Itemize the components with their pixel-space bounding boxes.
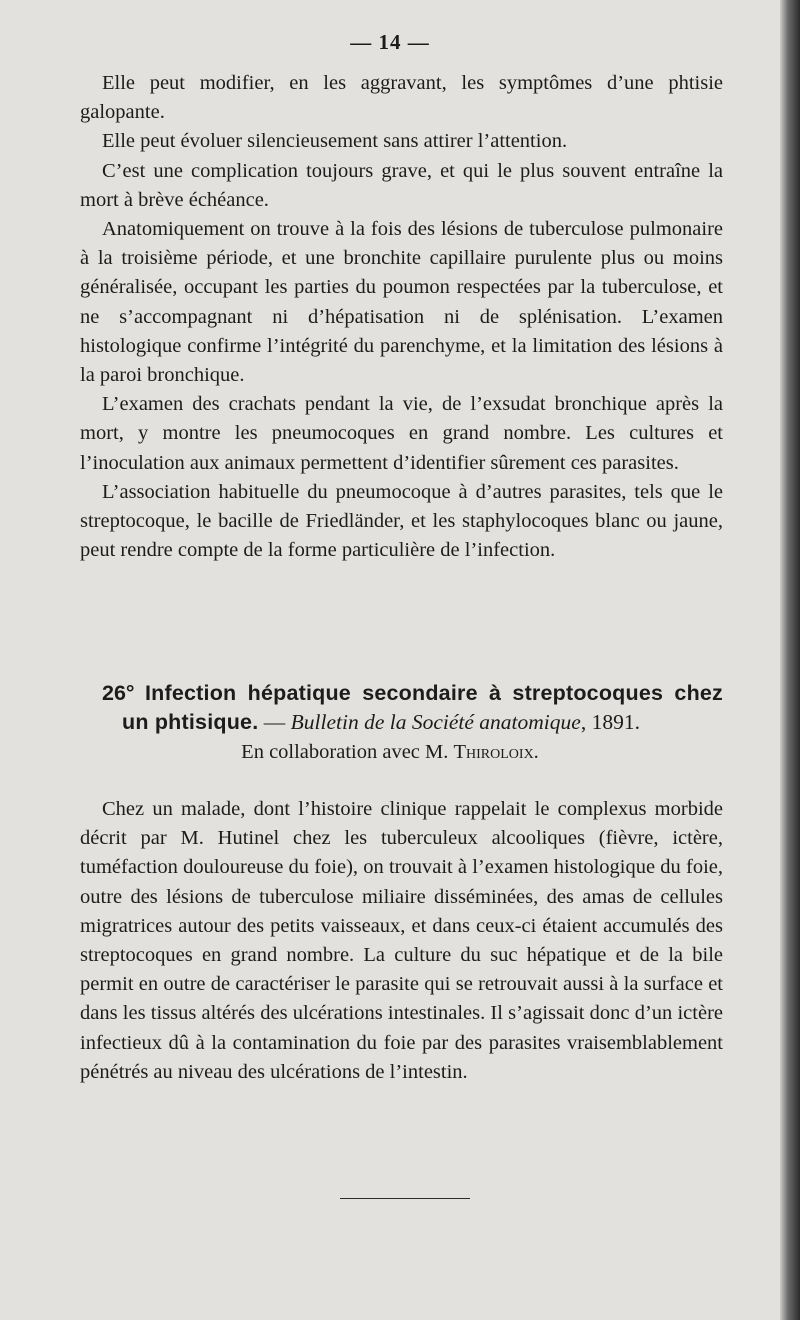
end-rule — [340, 1198, 470, 1199]
collaborator-name: Thiroloix. — [453, 741, 539, 763]
paragraph: Anatomiquement on trouve à la fois des lésions de tuberculose pulmonaire à la troisième période, et une bronchite capillaire purulente plus ou moins généralisée, occupant les parties du poumon respectées par la tuberculose, et ne s’accompagnant ni d’hépatisation ni de splénisation. L’examen histologique confirme l’intégrité du parenchyme, et la limitation des lésions à la paroi bronchique. — [80, 218, 723, 387]
paragraph: C’est une complication toujours grave, et qui le plus souvent entraîne la mort à brève échéance. — [80, 159, 723, 211]
journal-name: Bulletin de la Société anatomique — [290, 710, 581, 734]
collaboration-line — [0, 738, 780, 767]
section-26-title-line2 — [80, 708, 723, 737]
paragraph: L’examen des crachats pendant la vie, de l’exsudat bronchique après la mort, y montre les pneumocoques en grand nombre. Les cultures et l’inoculation aux animaux permettent d’identifier sûrement ces parasites. — [80, 393, 723, 474]
section-title-part1: Infection hépatique secondaire à streptocoques chez — [144, 681, 724, 705]
paragraph: Chez un malade, dont l’histoire clinique rappelait le complexus morbide décrit par M. Hutinel chez les tuberculeux alcooliques (fièvre, ictère, tuméfaction douloureuse du foie), on trouvait à l’examen histologique du foie, outre des lésions de tuberculose miliaire disséminées, des amas de cellules migratrices autour des petits vaisseaux, et dans ceux-ci étaient accumulés des streptocoques en grand nombre. La culture du suc hépatique et de la bile permit en outre de caractériser le parasite qui se retrouvait aussi à la surface et dans les tissus altérés des ulcérations intestinales. Il s’agissait donc d’un ictère infectieux dû à la contamination du foie par des parasites vraisemblablement pénétrés au niveau des ulcérations de l’intestin. — [80, 798, 723, 1083]
section-25-body — [80, 69, 723, 565]
page-number: — 14 — — [350, 30, 430, 54]
paragraph: L’association habituelle du pneumocoque à d’autres parasites, tels que le streptocoque, le bacille de Friedländer, et les staphylocoques blanc ou jaune, peut rendre compte de la forme particulière de l’infection. — [80, 480, 723, 562]
page-edge-shadow — [780, 0, 800, 1320]
section-number: 26° — [102, 681, 135, 705]
paragraph: Elle peut évoluer silencieusement sans attirer l’attention. — [102, 130, 568, 153]
section-26-heading — [80, 679, 723, 737]
paragraph: Elle peut modifier, en les aggravant, les symptômes d’une phtisie galopante. — [80, 72, 723, 124]
publication-year: , 1891. — [580, 710, 640, 734]
section-26-title-line1 — [80, 679, 723, 708]
section-title-part2: un phtisique. — [122, 710, 259, 734]
collaboration-prefix: En collaboration avec M. — [241, 741, 454, 763]
section-26-body — [80, 795, 723, 1087]
title-dash: — — [258, 710, 291, 734]
